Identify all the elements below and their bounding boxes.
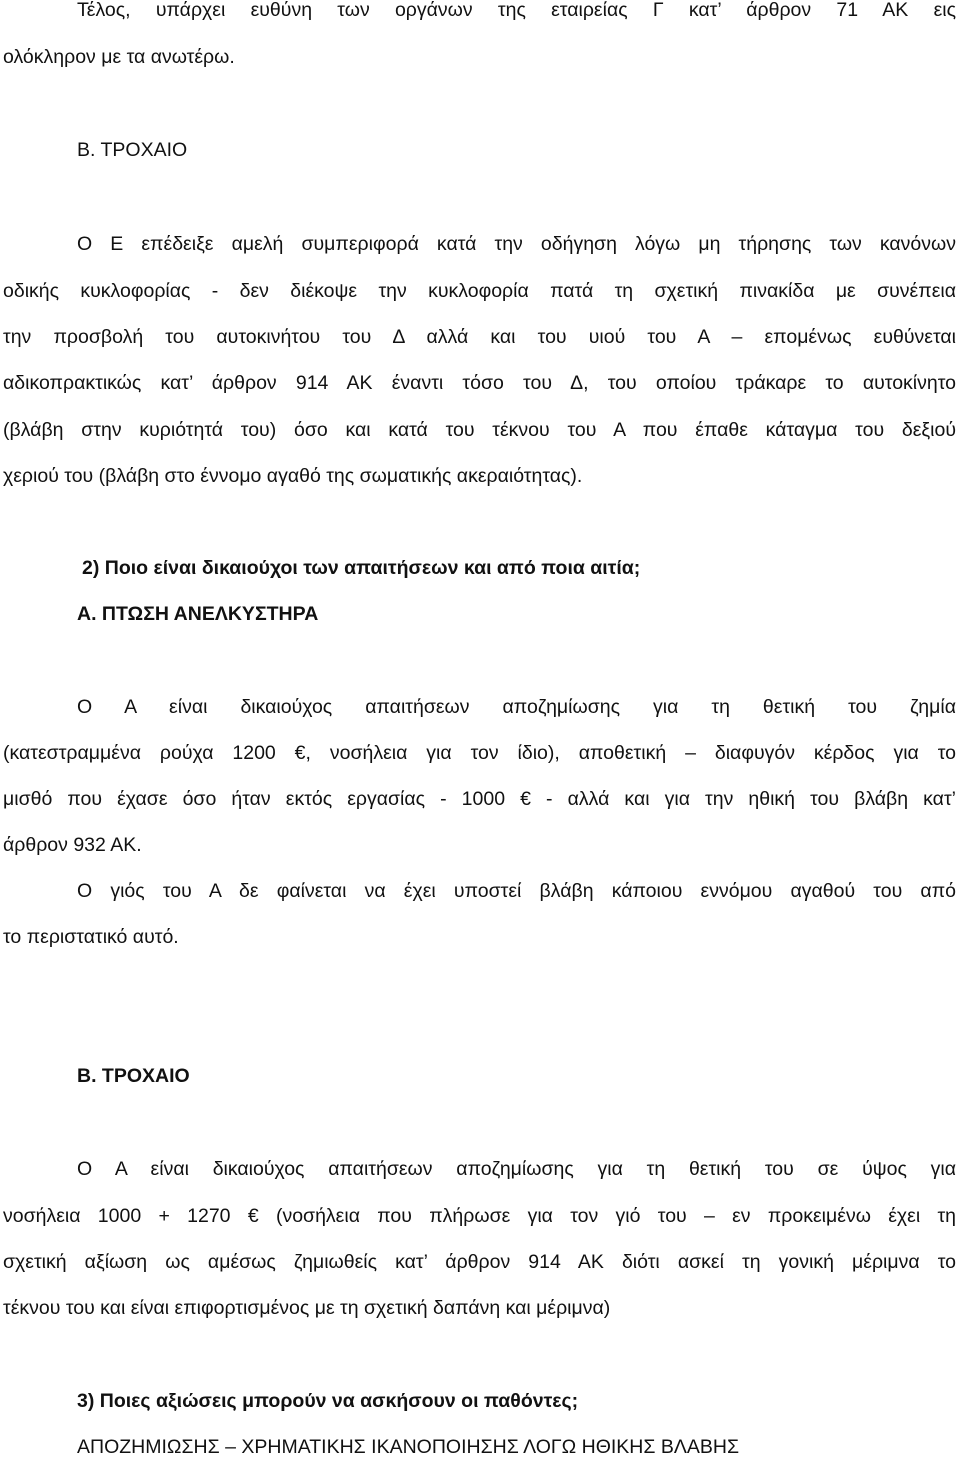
- question-3-heading: 3) Ποιες αξιώσεις μπορούν να ασκήσουν οι παθόντες;: [77, 1390, 579, 1412]
- section-a-p1-line-4: άρθρον 932 ΑΚ.: [3, 834, 142, 856]
- section-b2-line-3: σχετική αξίωση ως αμέσως ζημιωθείς κατ’ άρθρον 914 ΑΚ διότι ασκεί τη γονική μέριμνα το: [3, 1251, 956, 1273]
- question-2-heading: 2) Ποιο είναι δικαιούχοι των απαιτήσεων και από ποια αιτία;: [82, 557, 641, 579]
- section-b1-line-2: οδικής κυκλοφορίας - δεν διέκοψε την κυκλοφορία πατά τη σχετική πινακίδα με συνέπεια: [3, 280, 956, 302]
- section-b2-heading: Β. ΤΡΟΧΑΙΟ: [77, 1065, 190, 1087]
- section-a-p1-line-3: μισθό που έχασε όσο ήταν εκτός εργασίας - 1000 € - αλλά και για την ηθική του βλάβη κατ’: [3, 788, 956, 810]
- section-b1-line-3: την προσβολή του αυτοκινήτου του Δ αλλά και του υιού του Α – επομένως ευθύνεται: [3, 326, 956, 348]
- section-b1-heading: Β. ΤΡΟΧΑΙΟ: [77, 139, 188, 161]
- section-a-p1-line-1: Ο Α είναι δικαιούχος απαιτήσεων αποζημίωσης για τη θετική του ζημία: [77, 696, 956, 718]
- section-b2-line-4: τέκνου του και είναι επιφορτισμένος με τη σχετική δαπάνη και μέριμνα): [3, 1297, 611, 1319]
- intro-line-1: Τέλος, υπάρχει ευθύνη των οργάνων της εταιρείας Γ κατ’ άρθρον 71 ΑΚ εις: [77, 0, 956, 21]
- section-b1-line-6: χεριού του (βλάβη στο έννομο αγαθό της σωματικής ακεραιότητας).: [3, 465, 583, 487]
- section-a-p2-line-1: Ο γιός του Α δε φαίνεται να έχει υποστεί βλάβη κάποιου εννόμου αγαθού του από: [77, 880, 956, 902]
- section-b1-line-5: (βλάβη στην κυριότητά του) όσο και κατά του τέκνου του Α που έπαθε κάταγμα του δεξιού: [3, 419, 956, 441]
- section-a-p2-line-2: το περιστατικό αυτό.: [3, 926, 179, 948]
- closing-line: ΑΠΟΖΗΜΙΩΣΗΣ – ΧΡΗΜΑΤΙΚΗΣ ΙΚΑΝΟΠΟΙΗΣΗΣ ΛΟΓΩ ΗΘΙΚΗΣ ΒΛΑΒΗΣ: [77, 1436, 740, 1458]
- intro-line-2: ολόκληρον με τα ανωτέρω.: [3, 46, 235, 68]
- section-b1-line-1: Ο Ε επέδειξε αμελή συμπεριφορά κατά την οδήγηση λόγω μη τήρησης των κανόνων: [77, 233, 956, 255]
- section-b2-line-2: νοσήλεια 1000 + 1270 € (νοσήλεια που πλήρωσε για τον γιό του – εν προκειμένω έχει τη: [3, 1205, 956, 1227]
- section-a-heading: Α. ΠΤΩΣΗ ΑΝΕΛΚΥΣΤΗΡΑ: [77, 603, 319, 625]
- section-b1-line-4: αδικοπρακτικώς κατ’ άρθρον 914 ΑΚ έναντι τόσο του Δ, του οποίου τράκαρε το αυτοκίνητο: [3, 372, 956, 394]
- section-b2-line-1: Ο Α είναι δικαιούχος απαιτήσεων αποζημίωσης για τη θετική του σε ύψος για: [77, 1158, 956, 1180]
- section-a-p1-line-2: (κατεστραμμένα ρούχα 1200 €, νοσήλεια για τον ίδιο), αποθετική – διαφυγόν κέρδος για το: [3, 742, 956, 764]
